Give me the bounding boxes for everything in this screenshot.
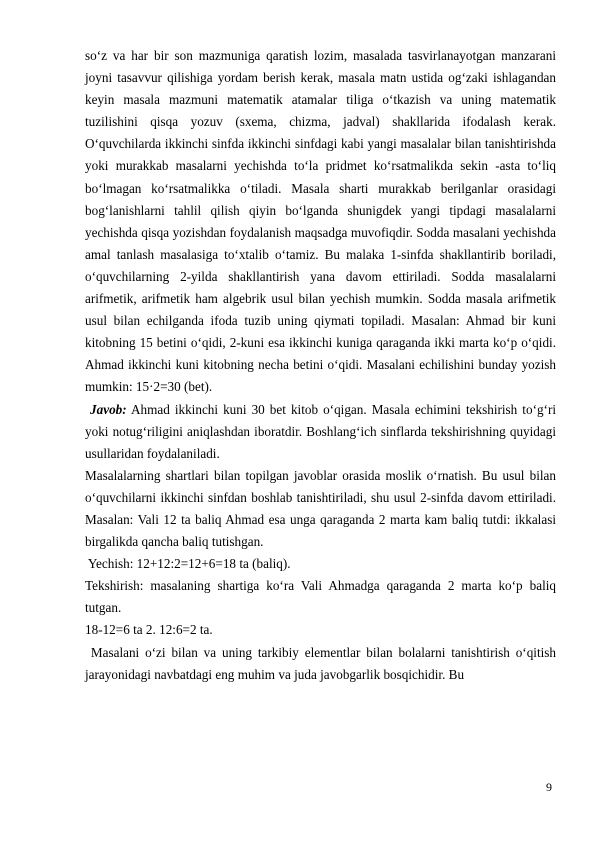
yechish-text: Yechish: 12+12:2=12+6=18 ta (baliq). (87, 556, 291, 572)
paragraph-calc: 18-12=6 ta 2. 12:6=2 ta. (85, 622, 213, 638)
paragraph-last (85, 642, 556, 686)
paragraph-yechish (85, 553, 556, 575)
javob-label: Javob: (90, 401, 127, 417)
javob-text: Ahmad ikkinchi kuni 30 bet kitob o‘qigan. Masala echimini tekshirish to‘g‘ri yoki notug‘riligini aniqlashdan iboratdir. Boshlang‘ich sinflarda tekshirishning quyidagi usullaridan foydalaniladi. (85, 401, 557, 461)
paragraph-tekshirish: Tekshirish: masalaning shartiga ko‘ra Vali Ahmadga qaraganda 2 marta ko‘p baliq tutgan. (85, 578, 556, 616)
paragraph-intro: so‘z va har bir son mazmuniga qaratish lozim, masalada tasvirlanayotgan manzarani joyni tasavvur qilishiga yordam berish kerak, masala matn ustida og‘zaki ishlagandan keyin masala mazmuni matematik atamalar tiliga o‘tkazish va uning matematik tuzilishini qisqa yozuv (sxema, chizma, jadval) shakllarida ifodalash kerak. O‘quvchilarda ikkinchi sinfda ikkinchi sinfdagi kabi yangi masalalar bilan tanishtirishda yoki murakkab masalarni yechishda to‘la pridmet ko‘rsatmalikda sekin -asta to‘liq bo‘lmagan ko‘rsatmalikka o‘tiladi. Masala sharti murakkab berilganlar orasidagi bog‘lanishlarni tahlil qilish qiyin bo‘lganda shunigdek yangi tipdagi masalalarni yechishda qisqa yozishdan foydalanish maqsadga muvofiqdir. Sodda masalani yechishda amal tanlash masalasiga to‘xtalib o‘tamiz. Bu malaka 1-sinfda shakllantirib boriladi, o‘quvchilarning 2-yilda shakllantirish yana davom ettiriladi. Sodda masalalarni arifmetik, arifmetik ham algebrik usul bilan yechish mumkin. Sodda masala arifmetik usul bilan echilganda ifoda tuzib uning qiymati topiladi. Masalan: Ahmad bir kuni kitobning 15 betini o‘qidi, 2-kuni esa ikkinchi kuniga qaraganda ikki marta ko‘p o‘qidi. Ahmad ikkinchi kuni kitobning necha betini o‘qidi. Masalani echilishini bunday yozish mumkin: 15·2=30 (bet). (85, 48, 556, 395)
last-paragraph-text: Masalani o‘zi bilan va uning tarkibiy elementlar bilan bolalarni tanishtirish o‘qitish jarayonidagi navbatdagi eng muhim va juda javobgarlik bosqichidir. Bu (85, 644, 557, 682)
document-body (85, 45, 556, 686)
paragraph-usul: Masalalarning shartlari bilan topilgan javoblar orasida moslik o‘rnatish. Bu usul bilan o‘quvchilarni ikkinchi sinfdan boshlab tanishtiriladi, shu usul 2-sinfda davom ettiriladi. Masalan: Vali 12 ta baliq Ahmad esa unga qaraganda 2 marta kam baliq tutdi: ikkalasi birgalikda qancha baliq tutishgan. (85, 467, 556, 550)
page-number: 9 (546, 780, 552, 794)
paragraph-javob (85, 399, 556, 465)
